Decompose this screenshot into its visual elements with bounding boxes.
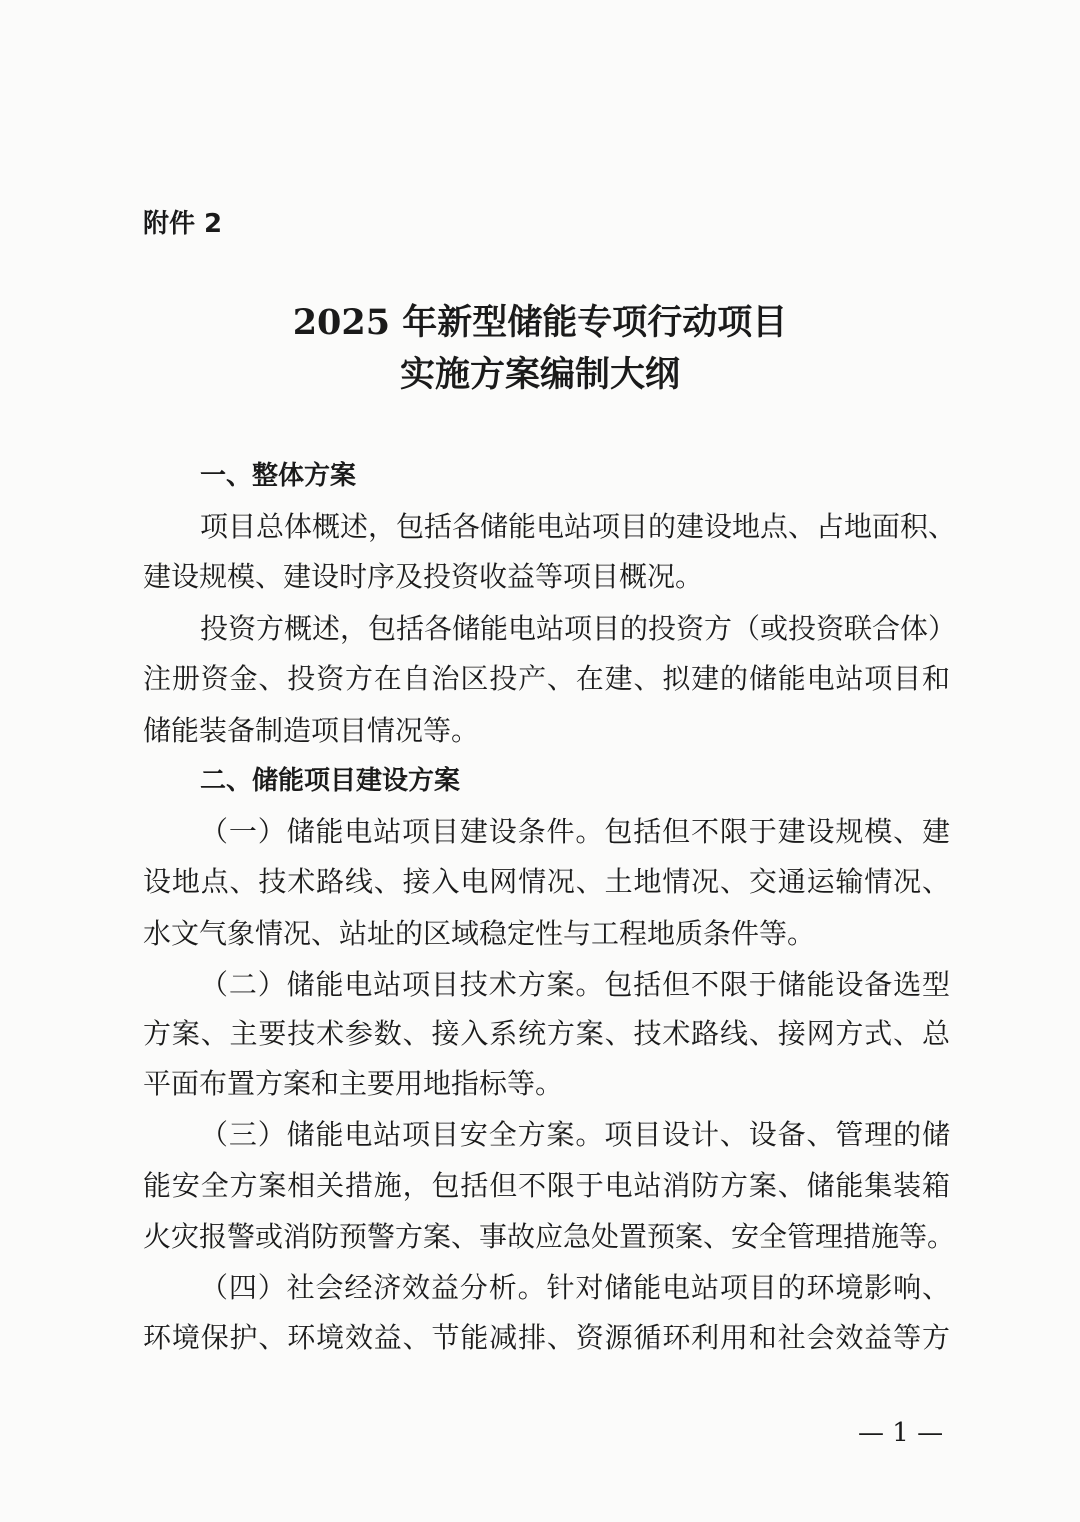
paragraph-line: 项目总体概述，包括各储能电站项目的建设地点、占地面积、 — [200, 510, 957, 543]
paragraph-line: 设地点、技术路线、接入电网情况、土地情况、交通运输情况、 — [143, 865, 950, 898]
paragraph-line: 建设规模、建设时序及投资收益等项目概况。 — [143, 560, 704, 593]
section-heading: 一、整体方案 — [200, 461, 357, 491]
paragraph-line: 能安全方案相关措施，包括但不限于电站消防方案、储能集装箱 — [143, 1169, 950, 1202]
paragraph-line: （一）储能电站项目建设条件。包括但不限于建设规模、建 — [200, 815, 950, 848]
paragraph-line: （二）储能电站项目技术方案。包括但不限于储能设备选型 — [200, 968, 950, 1001]
attachment-label: 附件 2 — [143, 209, 223, 239]
document-title-line-1: 2025 年新型储能专项行动项目 — [292, 302, 788, 343]
paragraph-line: 注册资金、投资方在自治区投产、在建、拟建的储能电站项目和 — [143, 662, 950, 695]
section-heading: 二、储能项目建设方案 — [200, 766, 461, 796]
paragraph-line: 储能装备制造项目情况等。 — [143, 714, 480, 747]
page-number: — 1 — — [858, 1418, 944, 1448]
paragraph-line: 火灾报警或消防预警方案、事故应急处置预案、安全管理措施等。 — [143, 1220, 956, 1253]
paragraph-line: 平面布置方案和主要用地指标等。 — [143, 1067, 564, 1100]
paragraph-line: 方案、主要技术参数、接入系统方案、技术路线、接网方式、总 — [143, 1017, 950, 1050]
paragraph-line: （三）储能电站项目安全方案。项目设计、设备、管理的储 — [200, 1118, 950, 1151]
paragraph-line: 投资方概述，包括各储能电站项目的投资方（或投资联合体） — [200, 612, 957, 645]
paragraph-line: 环境保护、环境效益、节能减排、资源循环利用和社会效益等方 — [143, 1321, 950, 1354]
document-title-line-2: 实施方案编制大纲 — [399, 354, 680, 395]
paragraph-line: （四）社会经济效益分析。针对储能电站项目的环境影响、 — [200, 1271, 950, 1304]
paragraph-line: 水文气象情况、站址的区域稳定性与工程地质条件等。 — [143, 917, 816, 950]
